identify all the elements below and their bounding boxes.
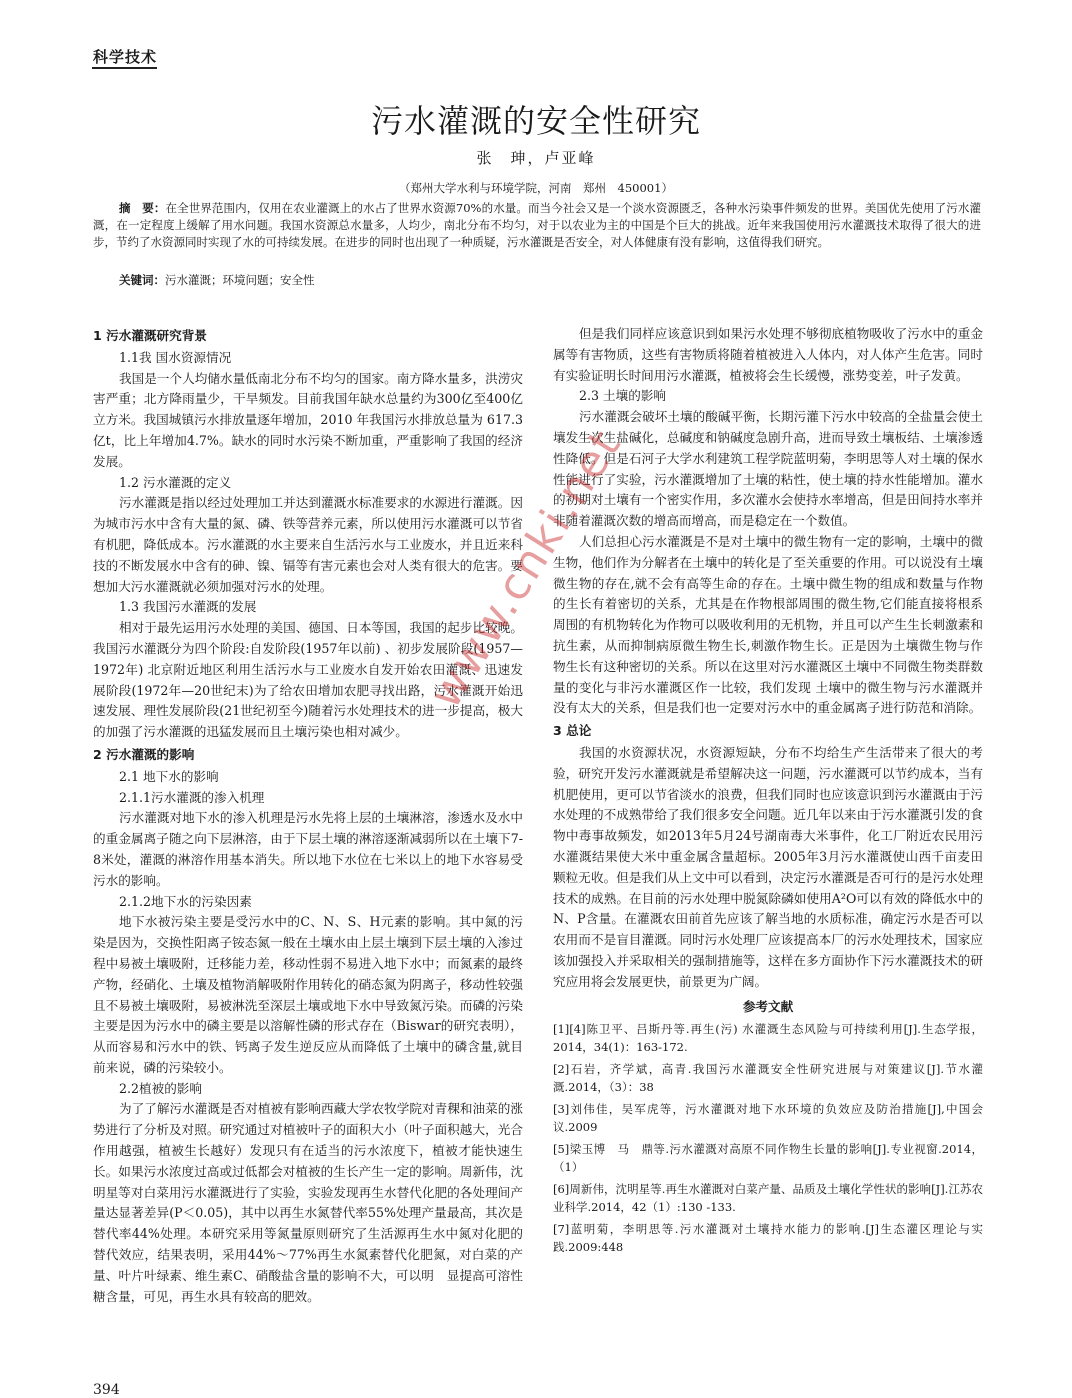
subsection-heading: 2.1 地下水的影响	[119, 768, 219, 784]
paragraph: 但是我们同样应该意识到如果污水处理不够彻底植物吸收了污水中的重金属等有害物质，这些有害物质将随着植被进入人体内，对人体产生危害。同时有实验证明长时间用污水灌溉，植被将会生长缓慢，涨势变差，叶子发黄。	[553, 326, 983, 383]
abstract-label: 摘 要：	[119, 201, 166, 215]
reference-item: [3]刘伟佳，吴军虎等，污水灌溉对地下水环境的负效应及防治措施[J],中国会议.2009	[553, 1102, 983, 1135]
abstract-text: 在全世界范围内，仅用在农业灌溉上的水占了世界水资源70%的水量。而当今社会又是一个淡水资源匮乏，各种水污染事件频发的世界。美国优先使用了污水灌溉，在一定程度上缓解了用水问题。我国水资源总水量多，人均少，南北分布不均匀，对于以农业为主的中国是个巨大的挑战。近年来我国使用污水灌溉技术取得了很大的进步，节约了水资源同时实现了水的可持续发展。在进步的同时也出现了一种质疑，污水灌溉是否安全，对人体健康有没有影响，这值得我们研究。	[93, 201, 981, 249]
paragraph: 地下水被污染主要是受污水中的C、N、S、H元素的影响。其中氮的污染是因为，交换性阳离子铵态氮一般在土壤水由上层土壤到下层土壤的入渗过程中易被土壤吸附，迁移能力差，移动性弱不易进入地下水中；而氮素的最终产物，经硝化、土壤及植物消解吸附作用转化的硝态氮为阴离子，移动性较强且不易被土壤吸附，易被淋洗至深层土壤或地下水中导致氮污染。而磷的污染主要是因为污水中的磷主要是以溶解性磷的形式存在（Biswar的研究表明），从而容易和污水中的铁、钙离子发生逆反应从而降低了土壤中的磷含量,就目前来说，磷的污染较小。	[93, 914, 523, 1075]
keywords	[119, 272, 315, 288]
affiliation: （郑州大学水利与环境学院，河南 郑州 450001）	[399, 181, 673, 195]
paragraph: 人们总担心污水灌溉是不是对土壤中的微生物有一定的影响，土壤中的微生物，他们作为分解者在土壤中的转化是了至关重要的作用。可以说没有土壤微生物的存在,就不会有高等生命的存在。土壤中微生物的组成和数量与作物的生长有着密切的关系，尤其是在作物根部周围的微生物,它们能直接将根系周围的有机物转化为作物可以吸收利用的无机物，并且可以产生生长刺激素和抗生素，从而抑制病原微生物生长,刺激作物生长。正是因为土壤微生物与作物生长有这种密切的关系。所以在这里对污水灌溉区土壤中不同微生物类群数量的变化与非污水灌溉区作一比较，我们发现 土壤中的微生物与污水灌溉并没有太大的关系，但是我们也一定要对污水中的重金属离子进行防范和消除。	[553, 533, 983, 716]
keywords-label: 关键词：	[119, 273, 165, 287]
reference-item: [6]周新伟，沈明星等.再生水灌溉对白菜产量、品质及土壤化学性状的影响[J].江苏农业科学.2014，42（1）:130 -133.	[553, 1182, 983, 1215]
paragraph: 污水灌溉会破坏土壤的酸碱平衡，长期污灌下污水中较高的全盐量会使土壤发生次生盐碱化，总碱度和钠碱度急剧升高，进而导致土壤板结、土壤渗透性降低。但是石河子大学水利建筑工程学院蓝明菊，李明思等人对土壤的保水性能进行了实验，污水灌溉增加了土壤的粘性，使土壤的持水性能增加。灌水的初期对土壤有一个密实作用，多次灌水会使持水率增高，但是田间持水率并非随着灌溉次数的增高而增高，而是稳定在一个数值。	[553, 409, 983, 529]
references-heading: 参考文献	[742, 998, 794, 1014]
subsection-heading: 2.3 土壤的影响	[579, 388, 667, 404]
subsection-heading: 1.1我 国水资源情况	[119, 349, 232, 365]
reference-item: [7]蓝明菊，李明思等.污水灌溉对土壤持水能力的影响.[J]生态灌区理论与实践.2009:448	[553, 1222, 983, 1255]
abstract	[93, 200, 981, 251]
section-heading: 2 污水灌溉的影响	[93, 746, 195, 762]
keywords-text: 污水灌溉；环境问题；安全性	[165, 273, 315, 287]
subsection-heading: 1.3 我国污水灌溉的发展	[119, 599, 257, 615]
subsection-heading: 2.1.1污水灌溉的渗入机理	[119, 789, 265, 805]
subsection-heading: 2.2植被的影响	[119, 1080, 202, 1096]
paragraph: 为了了解污水灌溉是否对植被有影响西藏大学农牧学院对青稞和油菜的涨势进行了分析及对照。研究通过对植被叶子的面积大小（叶子面积越大，光合作用越强，植被生长越好）发现只有在适当的污水浓度下，植被才能快速生长。如果污水浓度过高或过低都会对植被的生长产生一定的影响。周新伟，沈明星等对白菜用污水灌溉进行了实验，实验发现再生水替代化肥的各处理间产量达显著差异(P＜0.05)，其中以再生水氮替代率55%处理产量最高，其次是替代率44%处理。本研究采用等氮量原则研究了生活源再生水中氮对化肥的替代效应，结果表明，采用44%～77%再生水氮素替代化肥氮，对白菜的产量、叶片叶绿素、维生素C、硝酸盐含量的影响不大，可以明 显提高可溶性糖含量，可见，再生水具有较高的肥效。	[93, 1101, 523, 1304]
reference-item: [1][4]陈卫平、吕斯丹等.再生(污) 水灌溉生态风险与可持续利用[J].生态学报，2014，34(1)：163-172.	[553, 1022, 983, 1055]
paragraph: 污水灌溉是指以经过处理加工并达到灌溉水标准要求的水源进行灌溉。因为城市污水中含有大量的氮、磷、铁等营养元素，所以使用污水灌溉可以节省有机肥，降低成本。污水灌溉的水主要来自生活污水与工业废水，并且近来科技的不断发展水中含有的砷、镍、镉等有害元素也会对人类有很大的危害。要想加大污水灌溉就必须加强对污水的处理。	[93, 495, 523, 594]
paragraph: 我国是一个人均储水量低南北分布不均匀的国家。南方降水量多，洪涝灾害严重；北方降雨量少，干旱频发。目前我国年缺水总量约为300亿至400亿立方米。我国城镇污水排放量逐年增加，2010 年我国污水排放总量为 617.3亿t，比上年增加4.7%。缺水的同时水污染不断加重，严重影响了我国的经济发展。	[93, 370, 523, 469]
watermark: www.cnki.net	[420, 420, 632, 718]
page-number: 394	[93, 1382, 120, 1398]
subsection-heading: 2.1.2地下水的污染因素	[119, 893, 252, 909]
section-tag: 科学技术	[93, 48, 158, 66]
paragraph: 相对于最先运用污水处理的美国、德国、日本等国，我国的起步比较晚。我国污水灌溉分为四个阶段:自发阶段(1957年以前) 、初步发展阶段(1957—1972年) 北京附近地区利用生活污水与工业废水自发开始农田灌溉、迅速发展阶段(1972年—20世纪末)为了给农田增加农肥寻找出路，污水灌溉开始迅速发展、理性发展阶段(21世纪初至今)随着污水处理技术的进一步提高，极大的加强了污水灌溉的迅猛发展而且土壤污染也相对减少。	[93, 620, 523, 740]
left-column	[93, 324, 523, 1307]
subsection-heading: 1.2 污水灌溉的定义	[119, 474, 232, 490]
authors: 张 珅，卢亚峰	[476, 149, 596, 167]
reference-item: [5]梁玉博 马 鼎等.污水灌溉对高原不同作物生长量的影响[J].专业视窗.2014，（1）	[553, 1142, 983, 1175]
paper-title: 污水灌溉的安全性研究	[370, 102, 701, 140]
paragraph: 污水灌溉对地下水的渗入机理是污水先将上层的土壤淋溶，渗透水及水中的重金属离子随之向下层淋溶，由于下层土壤的淋溶逐渐减弱所以在土壤下7-8米处，灌溉的淋溶作用基本消失。所以地下水位在七米以上的地下水容易受污水的影响。	[93, 810, 523, 888]
reference-item: [2]石岩，齐学斌，高青.我国污水灌溉安全性研究进展与对策建议[J].节水灌溉.2014，（3）：38	[553, 1062, 983, 1095]
section-heading: 3 总论	[553, 723, 592, 739]
paragraph: 我国的水资源状况，水资源短缺，分布不均给生产生活带来了很大的考验，研究开发污水灌溉就是希望解决这一问题，污水灌溉可以节约成本，当有机肥使用，更可以节省淡水的浪费，但我们同时也应该意识到污水灌溉由于污水处理的不成熟带给了我们很多安全问题。近几年以来由于污水灌溉引发的食物中毒事故频发，如2013年5月24号湖南毒大米事件，化工厂附近农民用污水灌溉结果使大米中重金属含量超标。2005年3月污水灌溉使山西千亩麦田颗粒无收。但是我们从上文中可以看到，决定污水灌溉是否可行的是污水处理技术的成熟。在目前的污水处理中脱氮除磷如使用A²O可以有效的降低水中的N、P含量。在灌溉农田前首先应该了解当地的水质标准，确定污水是否可以农用而不是盲目灌溉。同时污水处理厂应该提高本厂的污水处理技术，国家应该加强投入并采取相关的强制措施等，这样在多方面协作下污水灌溉技术的研究应用将会发展更快，前景更为广阔。	[553, 744, 983, 989]
header-rule	[92, 67, 157, 69]
section-heading: 1 污水灌溉研究背景	[93, 328, 207, 343]
